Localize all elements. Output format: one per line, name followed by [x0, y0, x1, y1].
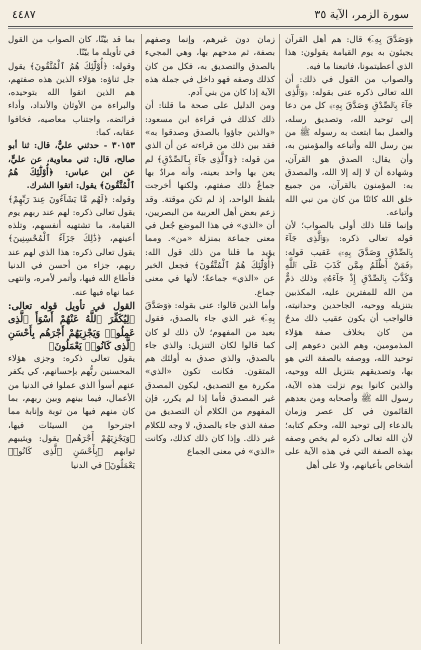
paragraph: وأما الذين قالوا: عنى بقوله: ﴿وَصَدَّقَ بِهِۦٓ﴾ غير الذي جاء بالصدق، فقول بعيد من المفهوم؛ لأن ذلك لو كان كما قالوا لكان التنزيل: والذي جاء بالصدق، والذي صدق به أولئك هم المتقون. فكانت تكون «الذي» مكررة مع التصديق، ليكون المصدق غير المصدق فأما إذا لم يكرر، فإن المفهوم من الكلام أن التصديق من صفة الذي جاء بالصدق، لا وجه للكلام غير ذلك. وإذا كان ذلك كذلك، وكانت «الذي» في معنى الجماع [145, 300, 275, 458]
paragraph: والصواب من القول في ذلك: أن الله تعالى ذكره عنى بقوله: ﴿وَٱلَّذِى جَآءَ بِٱلصِّدْقِ وَصَدَّقَ بِهِۦٓ﴾ كل من دعا إلى توحيد الله، وتصديق رسله، والعمل بما ابتعث به رسوله ﷺ من بين رسل الله وأتباعه والمؤمنين به، وأن يقال: الصدق هو القرآن، وشهادة أن لا إله إلا الله، والمصدق به: المؤمنون بالقرآن، من جميع خلق الله كائنًا من كان من نبي الله وأتباعه. [285, 74, 413, 218]
right-column [285, 34, 413, 644]
paragraph: بما قد بيّنّا، كان الصواب من القول في تأويله ما بيّنّا. [8, 35, 135, 59]
left-column [8, 34, 135, 644]
hadith-paragraph: ٣٠١٥٣ - حدثني عليٌّ، قال: ثنا أبو صالح، قال: ثني معاوية، عن عليٍّ، عن ابن عباس: ﴿أُوْلَٰٓئِكَ هُمُ ٱلْمُتَّقُونَ﴾ يقول: اتقوا الشرك. [8, 141, 135, 192]
paragraph: وقوله: ﴿أُوْلَٰٓئِكَ هُمُ ٱلْمُتَّقُونَ﴾ يقول جل ثناؤه: هؤلاء الذين هذه صفتهم، هم الذين اتقوا الله بتوحيده، والبراءة من الأوثان والأنداد، وأداء فرائضه، واجتناب معاصيه، فخافوا عقابه، كما: [8, 61, 135, 139]
paragraph: ﴿وَصَدَّقَ بِهِۦٓ﴾ قال: هم أهل القرآن يجيئون به يوم القيامة يقولون: هذا الذي أعطيتمونا، فاتبعنا ما فيه. [285, 35, 413, 72]
paragraph: وإنما قلنا ذلك أولى بالصواب؛ لأن قوله تعالى ذكره: ﴿وَٱلَّذِى جَآءَ بِٱلصِّدْقِ وَصَدَّقَ بِهِۦٓ﴾ عَقيب قوله: ﴿فَمَنْ أَظْلَمُ مِمَّن كَذَبَ عَلَى ٱللَّهِ وَكَذَّبَ بِٱلصِّدْقِ إِذْ جَآءَهُۥٓ﴾ وذلك ذمٌّ من الله للمفترين عليه، المكذبين بتنزيله ووحيه، الجاحدين وحدانيته، فالواجب أن يكون عقيب ذلك مدحُ من كان بخلاف صفة هؤلاء المذمومين، وهم الذين دعوهم إلى توحيد الله، ووصفه بالصفة التي هو بها، وتصديقهم بتنزيل الله ووحيه، والذين كانوا يوم نزلت هذه الآية، رسول الله ﷺ وأصحابه ومن بعدهم القائمون في كل عصر وزمان بالدعاء إلى توحيد الله، وحكم كتابه؛ لأن الله تعالى ذكره لم يخص وصفه بهذه الصفة التي في هذه الآية على أشخاص بأعيانهم، ولا على أهل [285, 221, 413, 471]
header-rule-secondary [8, 28, 413, 29]
paragraph: زمان دون غيرهم، وإنما وصفهم بصفة، ثم مدحهم بها، وهي المجيء بالصدق والتصديق به، فكل من كان كذلك وصفه فهو داخل في جملة هذه الآية إذا كان من بني آدم. [145, 35, 275, 99]
surah-title: سورة الزمر، الآية ٣٥ [314, 8, 409, 21]
column-divider [279, 34, 280, 644]
section-heading: القول في تأويل قوله تعالى: ﴿لِيُكَفِّرَ ٱللَّهُ عَنْهُمْ أَسْوَأَ ٱلَّذِى عَمِلُوا۟ وَيَجْزِيَهُمْ أَجْرَهُم بِأَحْسَنِ ٱلَّذِى كَانُوا۟ يَعْمَلُونَ﴾ [8, 300, 135, 352]
paragraph: يقول تعالى ذكره: وجزى هؤلاء المحسنين ربُّهم بإحسانهم، كي يكفر عنهم أسوأ الذي عملوا في الدنيا من الأعمال، فيما بينهم وبين ربهم، بما كان منهم فيها من توبة وإنابة مما اجترحوا من السيئات فيها، ﴿وَيَجْزِيَهُمْ أَجْرَهُم﴾ يقول: ويثيبهم ثوابهم ﴿بِأَحْسَنِ ٱلَّذِى كَانُوا۟ يَعْمَلُونَ﴾ في الدنيا [8, 354, 135, 471]
header-rule [8, 26, 413, 27]
paragraph: ومن الدليل على صحة ما قلنا: أن ذلك كذلك في قراءة ابن مسعود: «والذين جاؤوا بالصدق وصدقوا به» فقد بين ذلك من قراءته عن أن الذي من قوله: ﴿وَٱلَّذِى جَآءَ بِٱلصِّدْقِ﴾ لم يعن بها واحد بعينه، وأنه مرادٌ بها جماعٌ ذلك صفتهم، ولكنها أخرجت بلفظ الواحد، إذ لم تكن موقتة. وقد زعم بعض أهل العربية من البصريين، أن «الذي» في هذا الموضع جُعل في معنى جماعة بمنزلة «من». ومما يؤيد ما قلنا من ذلك قول الله: ﴿أُوْلَٰٓئِكَ هُمُ ٱلْمُتَّقُونَ﴾ فجعل الخبر عن «الذي» جماعةً؛ لأنها في معنى جماع. [145, 101, 275, 298]
column-divider [141, 34, 142, 644]
page-header [8, 6, 413, 28]
page-number: ٤٤٨٧ [12, 8, 36, 21]
middle-column [145, 34, 275, 644]
paragraph: وقوله: ﴿لَهُم مَّا يَشَآءُونَ عِندَ رَبِّهِمْ﴾ يقول تعالى ذكره: لهم عند ربهم يوم القيامة، ما تشتهيه أنفسهم، وتلذه أعينهم، ﴿ذَٰلِكَ جَزَآءُ ٱلْمُحْسِنِينَ﴾ يقول تعالى ذكره: هذا الذي لهم عند ربهم، جزاء من أحسن في الدنيا فأطاع الله فيها، وأتمر لأمره، وانتهى عما نهاه فيها عنه. [8, 194, 135, 298]
